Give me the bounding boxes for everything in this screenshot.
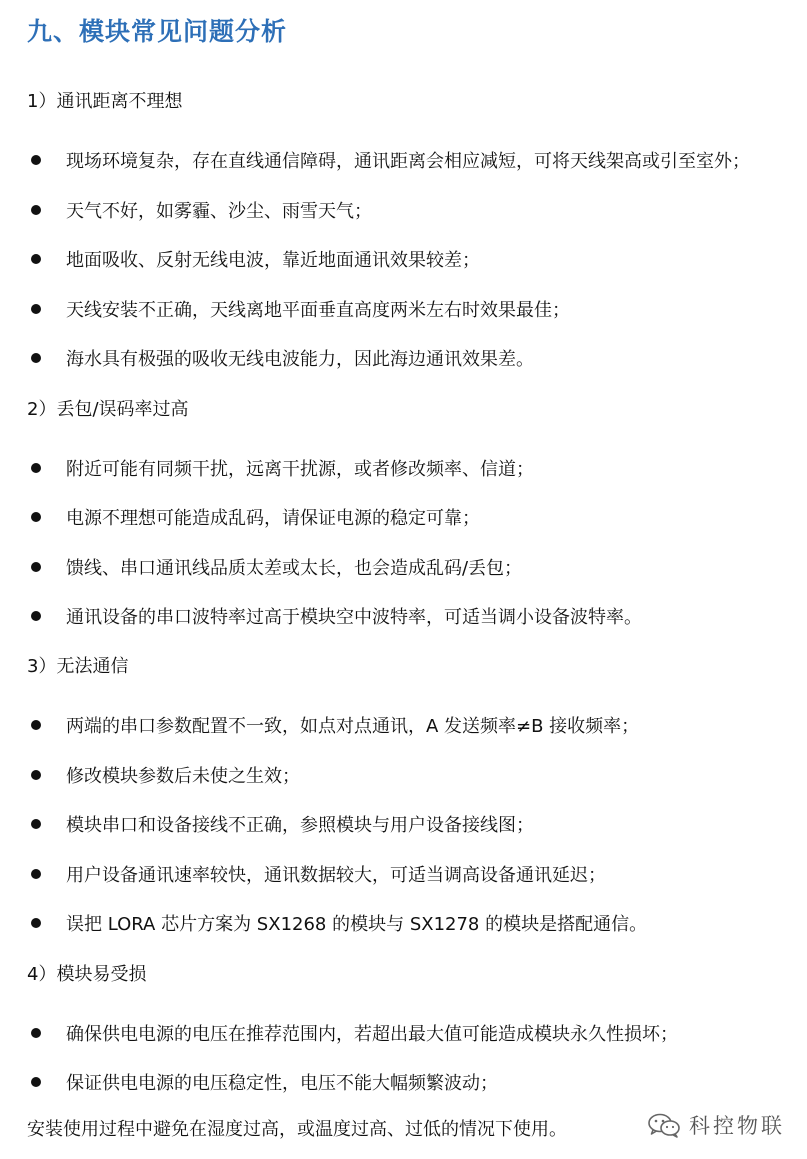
bullet-icon <box>31 463 41 473</box>
page-title: 九、模块常见问题分析 <box>27 17 288 46</box>
list-item-text: 天线安装不正确，天线离地平面垂直高度两米左右时效果最佳； <box>66 300 570 321</box>
list-item-text: 附近可能有同频干扰，远离干扰源，或者修改频率、信道； <box>66 459 534 480</box>
list-item-text: 现场环境复杂，存在直线通信障碍，通讯距离会相应减短，可将天线架高或引至室外； <box>66 151 750 172</box>
list-item <box>27 344 534 372</box>
bullet-icon <box>31 611 41 621</box>
list-item-text: 天气不好，如雾霾、沙尘、雨雪天气； <box>66 201 372 222</box>
list-item-text: 误把 LORA 芯片方案为 SX1268 的模块与 SX1278 的模块是搭配通信。 <box>66 914 648 935</box>
list-item <box>27 602 642 630</box>
bullet-icon <box>31 819 41 829</box>
list-item <box>27 146 750 174</box>
list-item-text: 用户设备通讯速率较快，通讯数据较大，可适当调高设备通讯延迟； <box>66 865 606 886</box>
list-item-text: 模块串口和设备接线不正确，参照模块与用户设备接线图； <box>66 815 534 836</box>
list-item-text: 保证供电电源的电压稳定性，电压不能大幅频繁波动； <box>66 1073 498 1094</box>
list-item-text: 海水具有极强的吸收无线电波能力，因此海边通讯效果差。 <box>66 349 534 370</box>
bullet-icon <box>31 770 41 780</box>
bullet-icon <box>31 304 41 314</box>
bullet-icon <box>31 1028 41 1038</box>
list-item <box>27 503 480 531</box>
watermark-text: 科控物联 <box>689 1114 785 1138</box>
list-item-text: 地面吸收、反射无线电波，靠近地面通讯效果较差； <box>66 250 480 271</box>
bullet-icon <box>31 205 41 215</box>
watermark <box>647 1110 785 1140</box>
list-item <box>27 295 570 323</box>
list-item-text: 馈线、串口通讯线品质太差或太长，也会造成乱码/丢包； <box>66 558 523 579</box>
bullet-icon <box>31 562 41 572</box>
list-item <box>27 810 534 838</box>
list-item-text: 通讯设备的串口波特率过高于模块空中波特率，可适当调小设备波特率。 <box>66 607 642 628</box>
bullet-icon <box>31 720 41 730</box>
list-item <box>27 454 534 482</box>
list-item <box>27 860 606 888</box>
bullet-icon <box>31 254 41 264</box>
section-heading-4: 4）模块易受损 <box>27 964 147 985</box>
wechat-icon <box>647 1112 681 1138</box>
list-item-text: 电源不理想可能造成乱码，请保证电源的稳定可靠； <box>66 508 480 529</box>
list-item-text: 确保供电电源的电压在推荐范围内，若超出最大值可能造成模块永久性损坏； <box>66 1024 678 1045</box>
list-item <box>27 909 647 937</box>
section-heading-3: 3）无法通信 <box>27 656 129 677</box>
list-item <box>27 761 300 789</box>
list-item <box>27 711 639 739</box>
list-item-text: 两端的串口参数配置不一致，如点对点通讯，A 发送频率≠B 接收频率； <box>66 716 640 737</box>
list-item-text: 修改模块参数后未使之生效； <box>66 766 300 787</box>
bullet-icon <box>31 512 41 522</box>
bullet-icon <box>31 353 41 363</box>
bullet-icon <box>31 155 41 165</box>
bullet-icon <box>31 918 41 928</box>
list-item <box>27 1068 498 1096</box>
bullet-icon <box>31 869 41 879</box>
section-heading-1: 1）通讯距离不理想 <box>27 91 183 112</box>
list-item <box>27 245 480 273</box>
footer-note: 安装使用过程中避免在湿度过高，或温度过高、过低的情况下使用。 <box>27 1119 567 1140</box>
section-heading-2: 2）丢包/误码率过高 <box>27 399 189 420</box>
bullet-icon <box>31 1077 41 1087</box>
list-item <box>27 1019 678 1047</box>
list-item <box>27 196 372 224</box>
list-item <box>27 553 522 581</box>
